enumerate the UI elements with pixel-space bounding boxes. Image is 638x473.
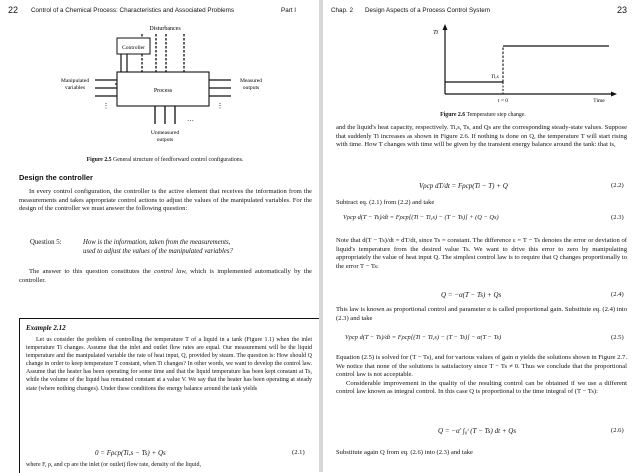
equation-2-3: Vρcp d(T − Ts)/dt = Fρcp[(Ti − Ti,s) − (T − Ts)] + (Q − Qs) xyxy=(343,214,499,221)
question-line-1: How is the information, taken from the measurements, xyxy=(83,239,231,246)
process-label: Process xyxy=(153,88,173,94)
svg-text:…: … xyxy=(187,115,194,123)
paragraph xyxy=(336,237,627,271)
equation-2-1: 0 = Fρcp(Ti,s − Ts) + Qs xyxy=(95,449,166,457)
question-line-2: used to adjust the values of the manipulated variables? xyxy=(83,248,233,255)
equation-number: (2.1) xyxy=(292,449,305,456)
equation-number: (2.4) xyxy=(611,291,624,298)
left-page xyxy=(0,0,319,472)
caption-number: Figure 2.6 xyxy=(440,112,466,118)
section-heading: Design the controller xyxy=(19,173,93,182)
feedforward-diagram xyxy=(55,24,285,159)
control-law-em: control law, xyxy=(154,268,187,275)
paragraph-2b: which is implemented automatically by the controller. xyxy=(19,268,312,284)
step-change-plot xyxy=(423,22,623,104)
x-label: Time xyxy=(593,98,605,104)
example-last-line: where F, ρ, and cp are the inlet (or outlet) flow rate, density of the liquid, xyxy=(26,462,201,468)
caption-number: Figure 2.5 xyxy=(86,157,112,163)
paragraph-3: This law is known as proportional control and parameter α is called proportional gain. Substitute eq. (2.4) into (2.3) and take xyxy=(336,306,627,322)
equation-number: (2.6) xyxy=(611,427,624,434)
figure-caption xyxy=(363,112,603,119)
y-label: Ti xyxy=(433,29,439,36)
right-page xyxy=(323,0,638,472)
chapter-label: Chap. 2 xyxy=(331,7,354,14)
example-text: Let us consider the problem of controlling the temperature T of a liquid in a tank (Figure 1.1) when the inlet temperature Ti changes. Assume that the inlet and outlet flow rates are equal. Our measurement will be the liquid temperature and the manipulated variable the rate of heat input, Q, provided by steam. The question is: How should Q change in order to keep temperature T constant, when Ti changes? In other words, we want to develop the control law. Assume that the heater has been operating for some time and that the liquid temperature has been kept constant at Ts, while the volume of the liquid has remained constant at a value V. We say that the heater has been operating at steady state (where nothing changes). Under these conditions the energy balance around the tank yields xyxy=(26,337,312,392)
page-number: 23 xyxy=(617,5,628,15)
last-line: Substitute again Q from eq. (2.6) into (2.3) and take xyxy=(336,449,473,456)
question xyxy=(30,239,315,255)
paragraph xyxy=(19,268,312,285)
unmeasured-label-1: Unmeasured xyxy=(150,130,180,136)
equation-number: (2.2) xyxy=(611,182,624,189)
svg-text:⋮: ⋮ xyxy=(216,102,224,110)
paragraph xyxy=(336,354,627,397)
svg-text:⋮: ⋮ xyxy=(102,102,110,110)
controller-label: Controller xyxy=(122,45,145,51)
subtract-line: Subtract eq. (2.1) from (2.2) and take xyxy=(336,199,435,206)
measured-label-2: outputs xyxy=(242,85,260,91)
paragraph-2a: The answer to this question constitutes the xyxy=(29,268,155,275)
paragraph-1: and the liquid's heat capacity, respectively. Ti,s, Ts, and Qs are the corresponding steady-state values. Suppose that suddenly Ti increases as shown in Figure 2.6. If nothing is done on Q, the temperature T will start rising with time. How T changes with time will be given by the transient energy balance around the tank: that is, xyxy=(336,124,627,149)
running-head: Control of a Chemical Process: Characteristics and Associated Problems xyxy=(31,7,234,14)
question-label: Question 5: xyxy=(30,239,62,246)
paragraph xyxy=(336,306,627,323)
example-heading: Example 2.12 xyxy=(26,324,66,332)
example-body xyxy=(26,336,312,393)
paragraph xyxy=(19,188,312,214)
level-label: Ti,s xyxy=(491,74,499,80)
equation-2-5: Vρcp d(T − Ts)/dt = Fρcp[(Ti − Ti,s) − (T − Ts)] − α(T − Ts) xyxy=(345,334,502,341)
part-label: Part I xyxy=(281,7,297,14)
y-axis-arrow xyxy=(443,24,448,30)
measured-label-1: Measured xyxy=(239,78,263,84)
manipulated-label-1: Manipulated xyxy=(60,78,90,84)
t0-label: t = 0 xyxy=(497,98,509,104)
equation-2-4: Q = −α(T − Ts) + Qs xyxy=(441,291,502,299)
figure-caption xyxy=(20,157,310,164)
disturbances-label: Disturbances xyxy=(149,26,181,32)
page-number: 22 xyxy=(8,5,19,15)
x-axis-arrow xyxy=(611,92,617,97)
paragraph-5: Considerable improvement in the quality of the resulting control can be obtained if we use a different control law known as integral control. In this case Q is proportional to the time integral of (T − Ts): xyxy=(336,379,627,396)
equation-2-2: Vρcp dT/dt = Fρcp(Ti − T) + Q xyxy=(419,182,508,190)
caption-text: Temperature step change. xyxy=(466,112,526,118)
equation-number: (2.5) xyxy=(611,334,624,341)
unmeasured-label-2: outputs xyxy=(156,137,174,143)
paragraph xyxy=(336,124,627,150)
paragraph-1: In every control configuration, the controller is the active element that receives the information from the measurements and takes appropriate control actions to adjust the values of the manipulated variables. For the design of the controller we must answer the following question: xyxy=(19,188,312,213)
paragraph-4: Equation (2.5) is solved for (T − Ts), and for various values of gain α yields the solutions shown in Figure 2.7. We notice that none of the solutions is satisfactory since T − Ts ≠ 0. Thus we conclude that the proportional control law is not acceptable. xyxy=(336,354,627,379)
manipulated-label-2: variables xyxy=(64,85,86,91)
paragraph-2: Note that d(T − Ts)/dt = dT/dt, since Ts = constant. The difference ε = T − Ts denotes the error or deviation of liquid's temperature from the desired value Ts. We want to drive this error to zero by manipulating appropriately the value of heat input Q. The simplest control law is to require that Q changes proportionally to the error T − Ts: xyxy=(336,237,627,270)
equation-number: (2.3) xyxy=(611,214,624,221)
running-head: Design Aspects of a Process Control System xyxy=(365,7,490,14)
caption-text: General structure of feedforward control configurations. xyxy=(113,157,244,163)
equation-2-6: Q = −α′ ∫₀ᵗ (T − Ts) dt + Qs xyxy=(438,427,517,435)
